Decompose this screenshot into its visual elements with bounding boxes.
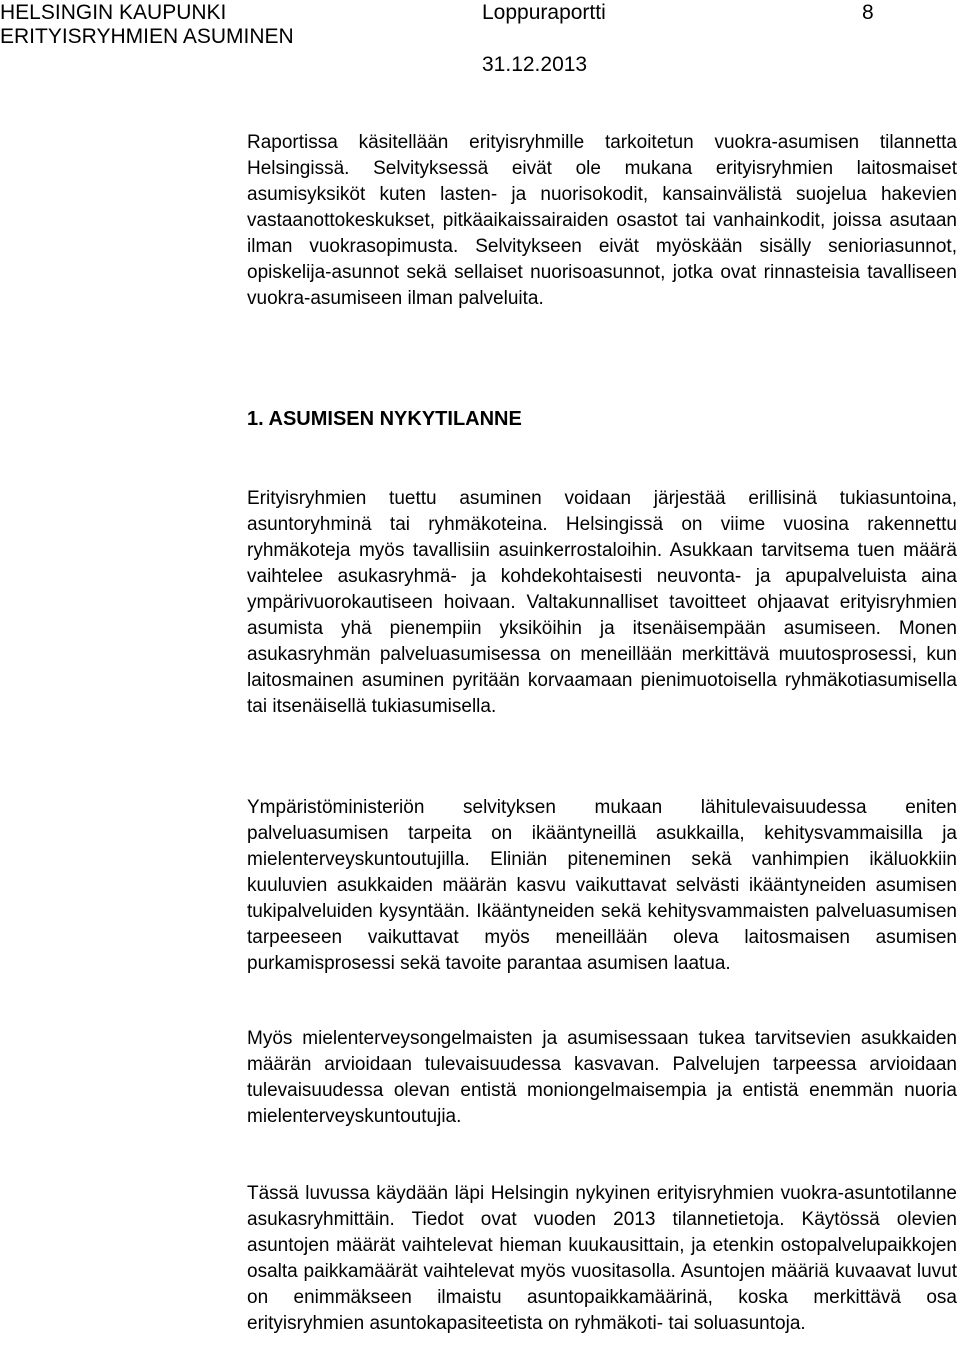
document-title: Loppuraportti	[482, 1, 606, 24]
body-paragraph: Myös mielenterveysongelmaisten ja asumisessaan tukea tarvitsevien asukkaiden määrän arvioidaan tulevaisuudessa kasvavan. Palvelujen tarpeessa arvioidaan tulevaisuudessa olevan entistä moniongelmaisempia ja entistä enemmän nuoria mielenterveyskuntoutujia.	[247, 1028, 957, 1127]
intro-paragraph: Raportissa käsitellään erityisryhmille tarkoitetun vuokra-asumisen tilannetta Helsingissä. Selvityksessä eivät ole mukana erityisryhmien laitosmaiset asumisyksiköt kuten lasten- ja nuorisokodit, kansainvälistä suojelua hakevien vastaanottokeskukset, pitkäaikaissairaiden osastot tai vanhainkodit, joissa asutaan ilman vuokrasopimusta. Selvitykseen eivät myöskään sisälly senioriasunnot, opiskelija-asunnot sekä sellaiset nuorisoasunnot, jotka ovat rinnasteisia tavalliseen vuokra-asumiseen ilman palveluita.	[247, 132, 957, 309]
organization-unit: ERITYISRYHMIEN ASUMINEN	[0, 25, 294, 48]
body-paragraph: Tässä luvussa käydään läpi Helsingin nykyinen erityisryhmien vuokra-asuntotilanne asukasryhmittäin. Tiedot ovat vuoden 2013 tilannetietoja. Käytössä olevien asuntojen määrät vaihtelevat hieman kuukausittain, ja etenkin ostopalvelupaikkojen osalta paikkamäärät vaihtelevat myös vuositasolla. Asuntojen määriä kuvaavat luvut on enimmäkseen ilmaistu asuntopaikkamäärinä, koska merkittävä osa erityisryhmien asuntokapasiteetista on ryhmäkoti- tai soluasuntoja.	[247, 1183, 957, 1334]
section-heading: 1. ASUMISEN NYKYTILANNE	[247, 408, 522, 430]
body-paragraph: Ympäristöministeriön selvityksen mukaan lähitulevaisuudessa eniten palveluasumisen tarpeita on ikääntyneillä asukkailla, kehitysvammaisilla ja mielenterveyskuntoutujilla. Eliniän piteneminen sekä vanhimpien ikäluokkiin kuuluvien asukkaiden määrän kasvu vaikuttavat selvästi ikääntyneiden asumisen tukipalveluiden kysyntään. Ikääntyneiden sekä kehitysvammaisten palveluasumisen tarpeeseen vaikuttavat myös meneillään oleva laitosmaisen asumisen purkamisprosessi sekä tavoite parantaa asumisen laatua.	[247, 797, 957, 974]
page-number: 8	[862, 1, 874, 24]
organization-name: HELSINGIN KAUPUNKI	[0, 1, 227, 24]
document-date: 31.12.2013	[482, 53, 588, 76]
body-paragraph: Erityisryhmien tuettu asuminen voidaan järjestää erillisinä tukiasuntoina, asuntoryhminä tai ryhmäkoteina. Helsingissä on viime vuosina rakennettu ryhmäkoteja myös tavallisiin asuinkerrostaloihin. Asukkaan tarvitsema tuen määrä vaihtelee asukasryhmä- ja kohdekohtaisesti neuvonta- ja apupalveluista aina ympärivuorokautiseen hoivaan. Valtakunnalliset tavoitteet ohjaavat erityisryhmien asumista yhä pienempiin yksiköihin ja itsenäisempään asumiseen. Monen asukasryhmän palveluasumisessa on meneillään merkittävä muutosprosessi, kun laitosmainen asuminen pyritään korvaamaan pienimuotoisella ryhmäkotiasumisella tai itsenäisellä tukiasumisella.	[247, 488, 957, 717]
